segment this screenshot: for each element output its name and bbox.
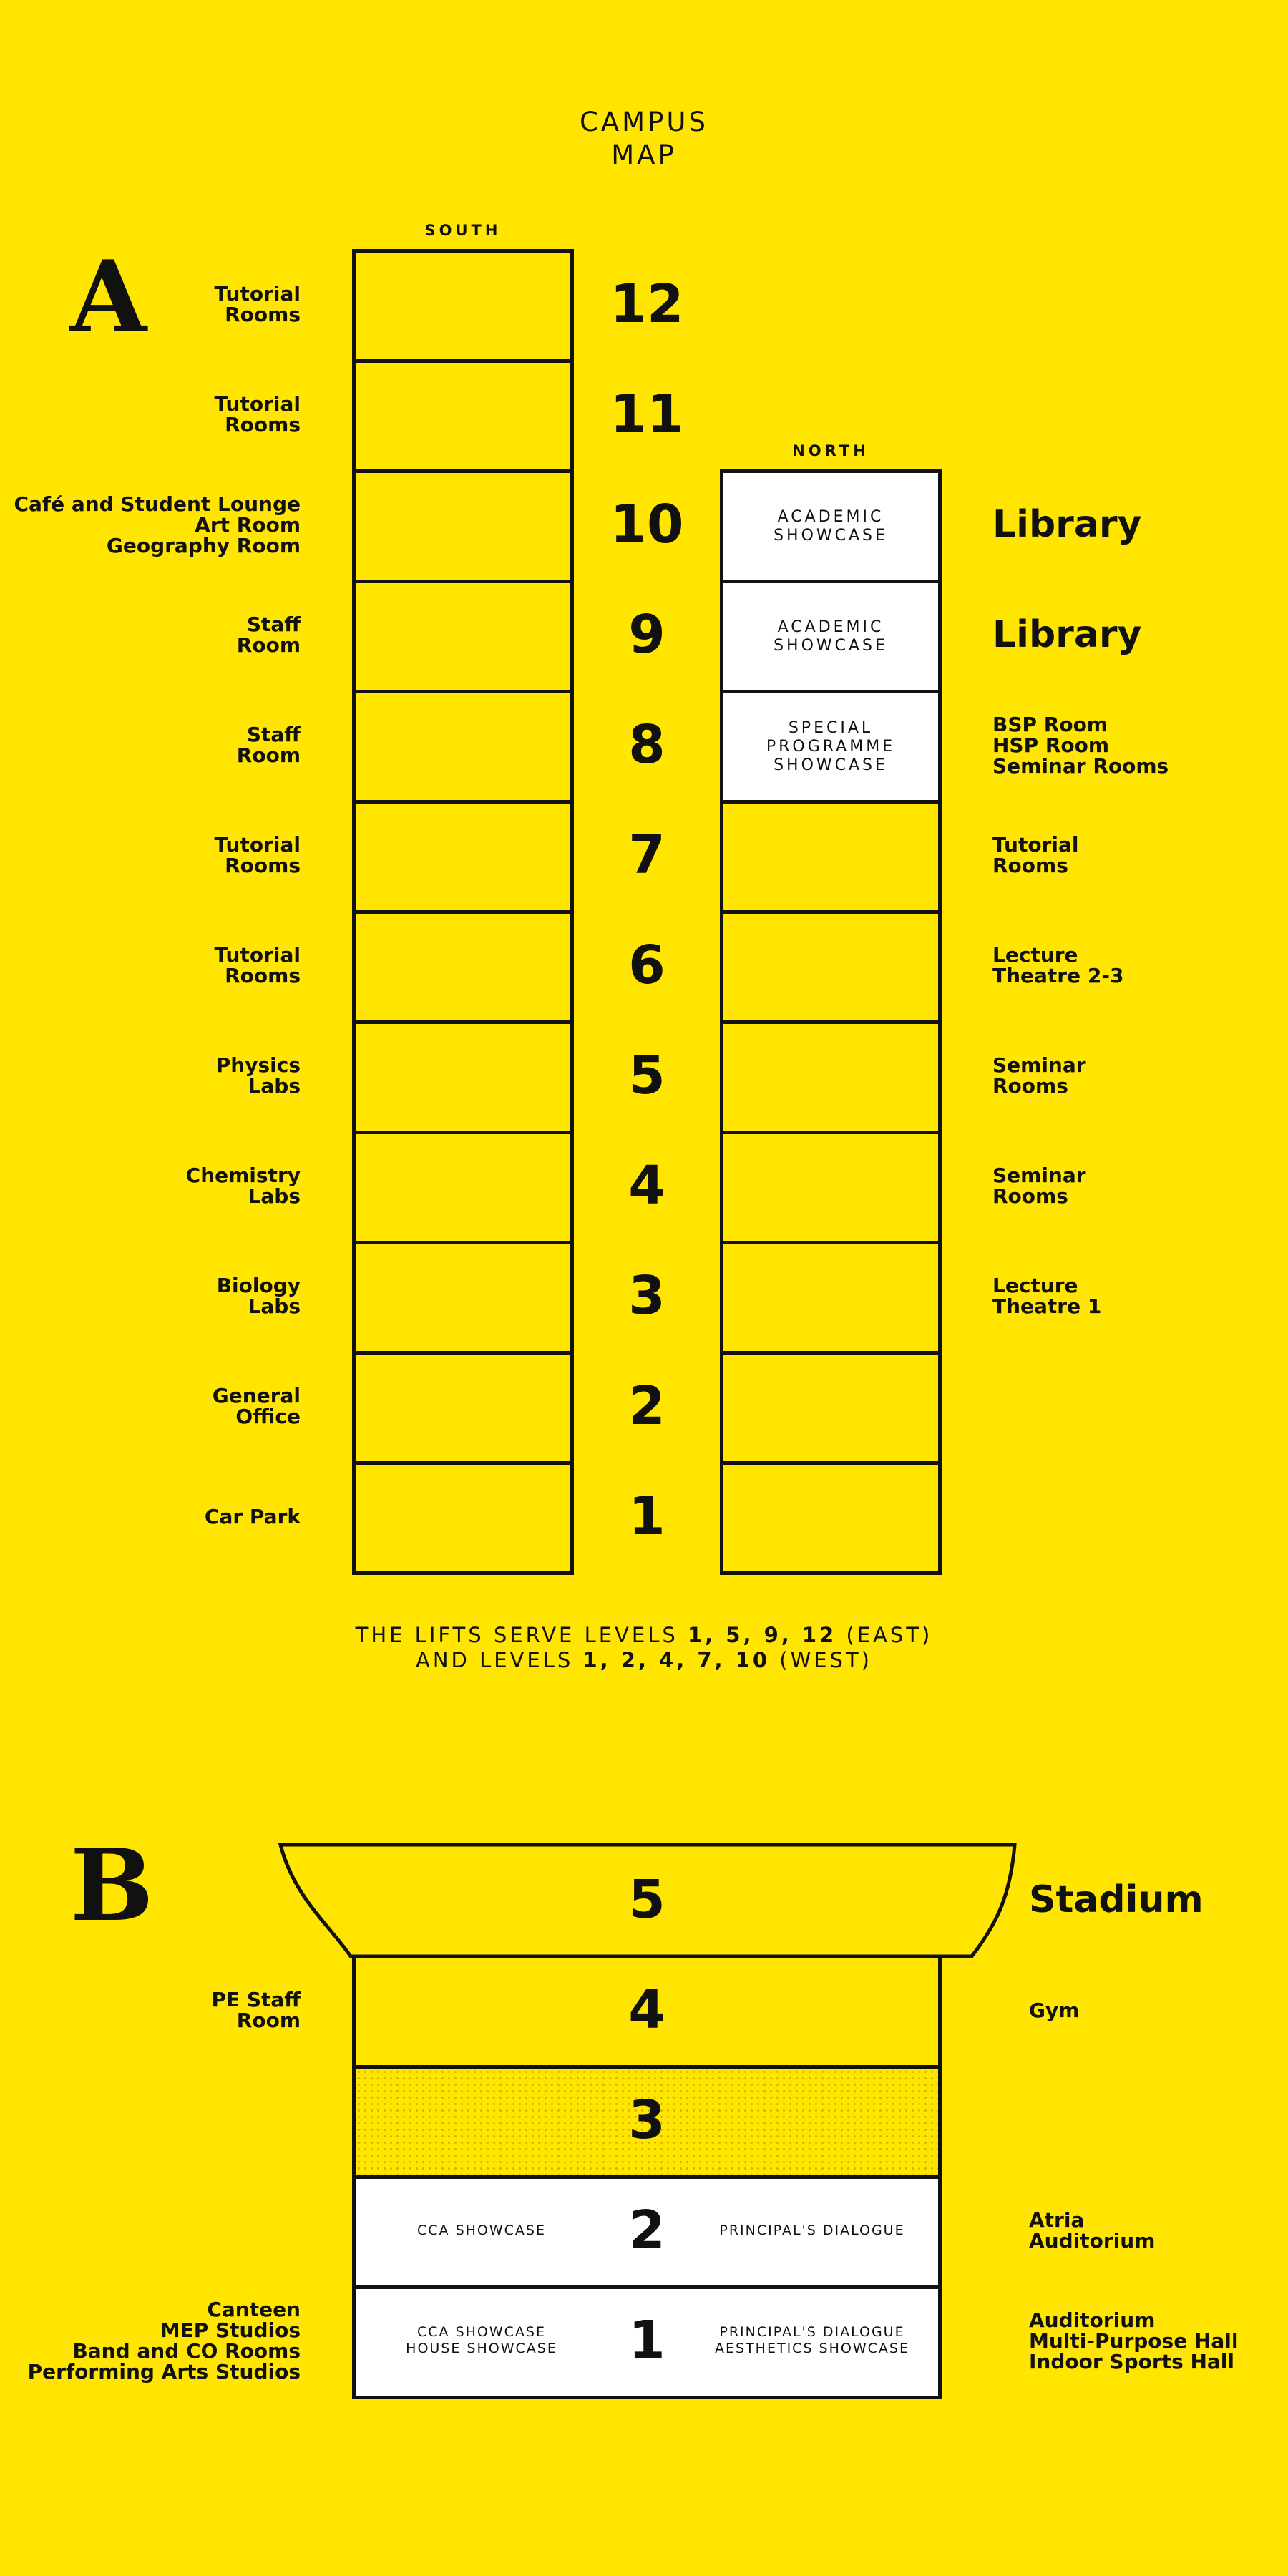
label-line: Canteen [207,2298,301,2321]
label-line: Theatre 1 [992,1294,1102,1318]
showcase-label [683,2285,942,2396]
level-right-label [992,1131,1086,1241]
south-cell [352,1241,574,1355]
label-line: Stadium [1029,1878,1204,1921]
label-line: Staff [246,723,301,746]
label-line: HSP Room [992,733,1110,757]
label-line: Physics [215,1053,301,1077]
label-line: Band and CO Rooms [72,2339,301,2363]
label-line: Rooms [992,854,1068,877]
label-line: AESTHETICS SHOWCASE [715,2341,909,2356]
level-number: 2 [628,2200,665,2261]
south-cell [352,359,574,473]
label-line: Rooms [225,303,301,326]
north-label: NORTH [792,442,869,459]
north-cell [720,1241,942,1355]
level-number: 3 [628,2089,665,2151]
label-line: Rooms [225,413,301,436]
label-line: Room [236,2009,301,2032]
level-right-label [992,910,1123,1020]
block-b-letter: B [70,1827,154,1943]
label-line: Seminar [992,1163,1086,1187]
level-right-label [1029,1845,1204,1955]
label-line: Tutorial [214,282,301,306]
level-right-label [992,800,1078,910]
level-number: 1 [628,2310,665,2371]
label-line: Tutorial [214,392,301,416]
south-cell [352,690,574,804]
label-line: Atria [1029,2208,1085,2232]
level-number: 3 [628,1265,665,1327]
south-cell [352,910,574,1024]
label-line: Art Room [195,512,301,537]
lifts-note [0,1623,1288,1673]
lifts-note-line1: THE LIFTS SERVE LEVELS 1, 5, 9, 12 (EAST) [355,1623,933,1647]
label-line: PRINCIPAL'S DIALOGUE [719,2324,905,2340]
label-line: Rooms [992,1184,1068,1208]
showcase-label: ACADEMIC [777,618,884,636]
showcase-label [352,2175,611,2285]
level-number: 11 [610,384,684,445]
south-cell [352,800,574,914]
level-left-label [205,1461,301,1571]
label-line: HOUSE SHOWCASE [406,2341,557,2356]
north-cell [720,1461,942,1575]
label-line: CCA SHOWCASE [417,2324,546,2340]
label-line: Library [992,613,1142,656]
south-cell [352,1131,574,1244]
level-left-label [213,1351,301,1461]
showcase-cell [720,690,942,804]
label-line: Tutorial [992,833,1079,857]
label-line: General [212,1384,301,1407]
level-number: 1 [628,1485,665,1547]
label-line: MEP Studios [160,2318,301,2342]
level-left-label [28,2285,301,2396]
level-left-label [217,1241,301,1351]
label-line: Car Park [204,1504,301,1528]
label-line: Performing Arts Studios [27,2360,301,2384]
level-left-label [211,1955,301,2065]
north-cell [720,800,942,914]
label-line: Indoor Sports Hall [1029,2349,1234,2373]
level-right-label [992,1241,1101,1351]
label-line: Labs [248,1294,301,1318]
south-cell [352,1461,574,1575]
map-title-line2: MAP [611,140,677,170]
showcase-label: ACADEMIC [777,507,884,526]
label-line: BSP Room [992,712,1108,736]
level-number: 9 [628,604,665,665]
showcase-label: SHOWCASE [774,636,888,655]
level-left-label [14,469,301,580]
label-line: Seminar Rooms [992,753,1169,778]
level-right-label [992,580,1141,690]
label-line: Rooms [225,964,301,987]
showcase-label [683,2175,942,2285]
level-number: 4 [628,1979,665,2041]
south-cell [352,1020,574,1134]
south-cell [352,580,574,693]
level-number: 7 [628,824,665,886]
level-left-label [215,800,301,910]
level-number: 6 [628,935,665,996]
label-line: Multi-Purpose Hall [1029,2328,1239,2353]
label-line: Tutorial [214,833,301,857]
label-line: Lecture [992,1274,1078,1297]
label-line: Biology [216,1274,301,1297]
north-cell [720,1351,942,1465]
level-left-label [186,1131,301,1241]
level-left-label [237,690,301,800]
block-a-letter: A [70,238,147,355]
north-cell [720,1020,942,1134]
south-cell [352,469,574,583]
label-line: Office [235,1405,301,1428]
south-cell [352,249,574,363]
label-line: Tutorial [214,943,301,967]
label-line: Auditorium [1029,2308,1156,2332]
level-left-label [216,1020,301,1131]
label-line: Library [992,503,1142,546]
label-line: Labs [248,1074,301,1098]
label-line: Geography Room [106,533,301,557]
label-line: Room [236,743,301,767]
level-left-label [237,580,301,690]
showcase-label: SPECIAL [788,718,874,737]
north-cell [720,1131,942,1244]
label-line: Room [236,633,301,657]
label-line: CCA SHOWCASE [417,2222,546,2238]
label-line: Auditorium [1029,2229,1156,2253]
level-right-label [1029,2175,1155,2285]
showcase-cell [720,469,942,583]
label-line: PRINCIPAL'S DIALOGUE [719,2222,905,2238]
level-left-label [215,910,301,1020]
level-left-label [215,359,301,469]
level-right-label [1029,1955,1079,2065]
label-line: Chemistry [185,1163,301,1187]
level-number: 10 [610,494,684,555]
level-right-label [992,469,1141,580]
showcase-label [352,2285,611,2396]
south-cell [352,1351,574,1465]
level-right-label [992,1020,1086,1131]
label-line: Gym [1029,1998,1080,2022]
map-title-line1: CAMPUS [580,107,708,137]
showcase-label: SHOWCASE [774,526,888,545]
level-right-label [992,690,1169,800]
north-cell [720,910,942,1024]
showcase-label: SHOWCASE [774,756,888,774]
level-number: 12 [610,273,684,335]
level-left-label [215,249,301,359]
map-title [0,106,1288,172]
label-line: Staff [246,613,301,636]
showcase-cell [720,580,942,693]
south-label: SOUTH [424,222,502,239]
lifts-note-line2: AND LEVELS 1, 2, 4, 7, 10 (WEST) [415,1648,872,1672]
level-number: 2 [628,1375,665,1437]
label-line: Café and Student Lounge [14,492,301,516]
label-line: Seminar [992,1053,1086,1077]
label-line: Rooms [225,854,301,877]
level-number: 4 [628,1155,665,1216]
label-line: Theatre 2-3 [992,964,1124,987]
level-number: 5 [628,1045,665,1106]
label-line: Rooms [992,1074,1068,1098]
label-line: PE Staff [211,1988,301,2011]
label-line: Lecture [992,943,1078,967]
showcase-label: PROGRAMME [766,737,896,756]
label-line: Labs [248,1184,301,1208]
level-number: 8 [628,714,665,776]
level-right-label [1029,2285,1238,2396]
level-number: 5 [628,1869,665,1931]
